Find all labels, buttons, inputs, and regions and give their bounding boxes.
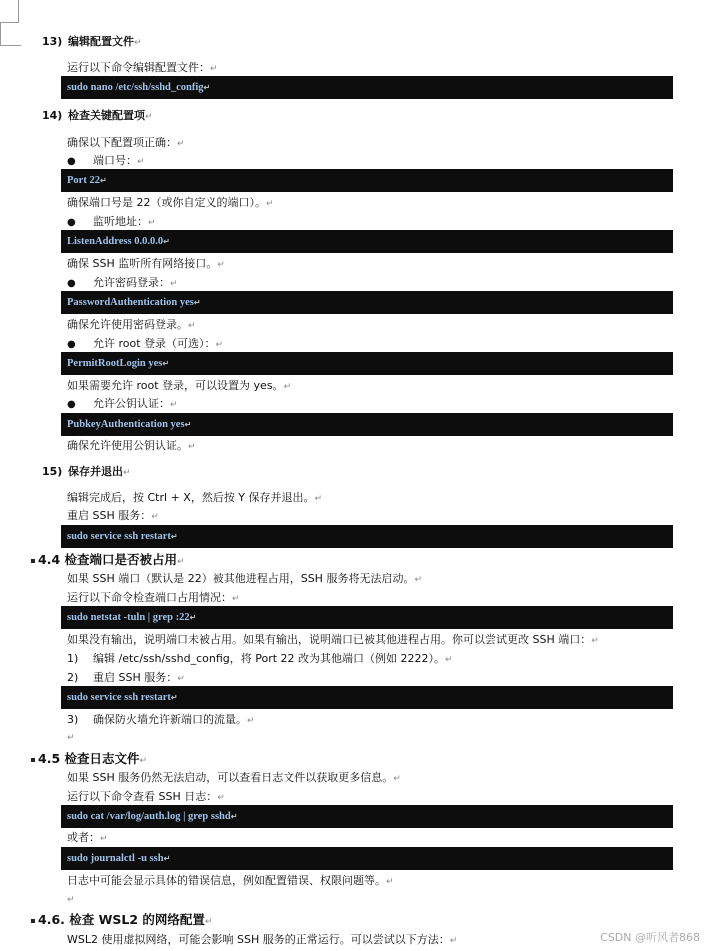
text-line: 确保 SSH 监听所有网络接口。↵ (67, 257, 225, 270)
watermark: CSDN @听风者868 (600, 931, 700, 944)
section-4-4-heading: 4.4 检查端口是否被占用↵ (31, 550, 185, 568)
text-line: 重启 SSH 服务：↵ (67, 509, 159, 522)
text-line: 确保以下配置项正确：↵ (67, 136, 185, 149)
code-block[interactable]: PermitRootLogin yes↵ (61, 352, 673, 375)
text-line: 运行以下命令检查端口占用情况：↵ (67, 591, 240, 604)
code-block[interactable]: sudo netstat -tuln | grep :22↵ (61, 606, 673, 629)
text-line: 确保允许使用密码登录。↵ (67, 318, 196, 331)
bullet-item: ● 允许公钥认证：↵ (67, 397, 178, 410)
code-block[interactable]: sudo service ssh restart↵ (61, 525, 673, 548)
code-block[interactable]: PasswordAuthentication yes↵ (61, 291, 673, 314)
text-line: 或者：↵ (67, 831, 108, 844)
text-line: WSL2 使用虚拟网络，可能会影响 SSH 服务的正常运行。可以尝试以下方法：↵ (67, 933, 458, 946)
page-corner-top-left (0, 0, 19, 23)
text-line: 运行以下命令编辑配置文件：↵ (67, 61, 218, 74)
text-line: 运行以下命令查看 SSH 日志：↵ (67, 790, 225, 803)
code-block[interactable]: ListenAddress 0.0.0.0↵ (61, 230, 673, 253)
text-line: 如果 SSH 服务仍然无法启动，可以查看日志文件以获取更多信息。↵ (67, 771, 401, 784)
empty-paragraph: ↵ (67, 733, 75, 743)
step-14-heading: 14) 检查关键配置项↵ (42, 109, 153, 122)
numbered-item: 2) 重启 SSH 服务：↵ (67, 671, 185, 684)
code-block[interactable]: sudo nano /etc/ssh/sshd_config↵ (61, 76, 673, 99)
section-4-6-heading: 4.6. 检查 WSL2 的网络配置↵ (31, 910, 212, 928)
text-line: 确保端口号是 22（或你自定义的端口）。↵ (67, 196, 274, 209)
bullet-item: ● 端口号：↵ (67, 154, 145, 167)
code-block[interactable]: sudo journalctl -u ssh↵ (61, 847, 673, 870)
code-block[interactable]: PubkeyAuthentication yes↵ (61, 413, 673, 436)
text-line: 如果需要允许 root 登录，可以设置为 yes。↵ (67, 379, 292, 392)
bullet-item: ● 允许 root 登录（可选）：↵ (67, 337, 224, 350)
page-corner-top-right (0, 23, 21, 46)
numbered-item: 1) 编辑 /etc/ssh/sshd_config，将 Port 22 改为其他端口（例如 2222）。↵ (67, 652, 453, 665)
code-block[interactable]: sudo cat /var/log/auth.log | grep sshd↵ (61, 805, 673, 828)
text-line: 如果没有输出，说明端口未被占用。如果有输出，说明端口已被其他进程占用。你可以尝试更改 SSH 端口：↵ (67, 633, 599, 646)
step-15-heading: 15) 保存并退出↵ (42, 465, 131, 478)
step-13-heading: 13) 编辑配置文件↵ (42, 35, 142, 48)
text-line: 编辑完成后，按 Ctrl + X，然后按 Y 保存并退出。↵ (67, 491, 323, 504)
section-4-5-heading: 4.5 检查日志文件↵ (31, 749, 147, 767)
empty-paragraph: ↵ (67, 895, 75, 905)
numbered-item: 3) 确保防火墙允许新端口的流量。↵ (67, 713, 255, 726)
text-line: 日志中可能会显示具体的错误信息，例如配置错误、权限问题等。↵ (67, 874, 394, 887)
bullet-item: ● 允许密码登录：↵ (67, 276, 178, 289)
code-block[interactable]: Port 22↵ (61, 169, 673, 192)
code-block[interactable]: sudo service ssh restart↵ (61, 686, 673, 709)
text-line: 确保允许使用公钥认证。↵ (67, 439, 196, 452)
bullet-item: ● 监听地址：↵ (67, 215, 156, 228)
text-line: 如果 SSH 端口（默认是 22）被其他进程占用，SSH 服务将无法启动。↵ (67, 572, 423, 585)
